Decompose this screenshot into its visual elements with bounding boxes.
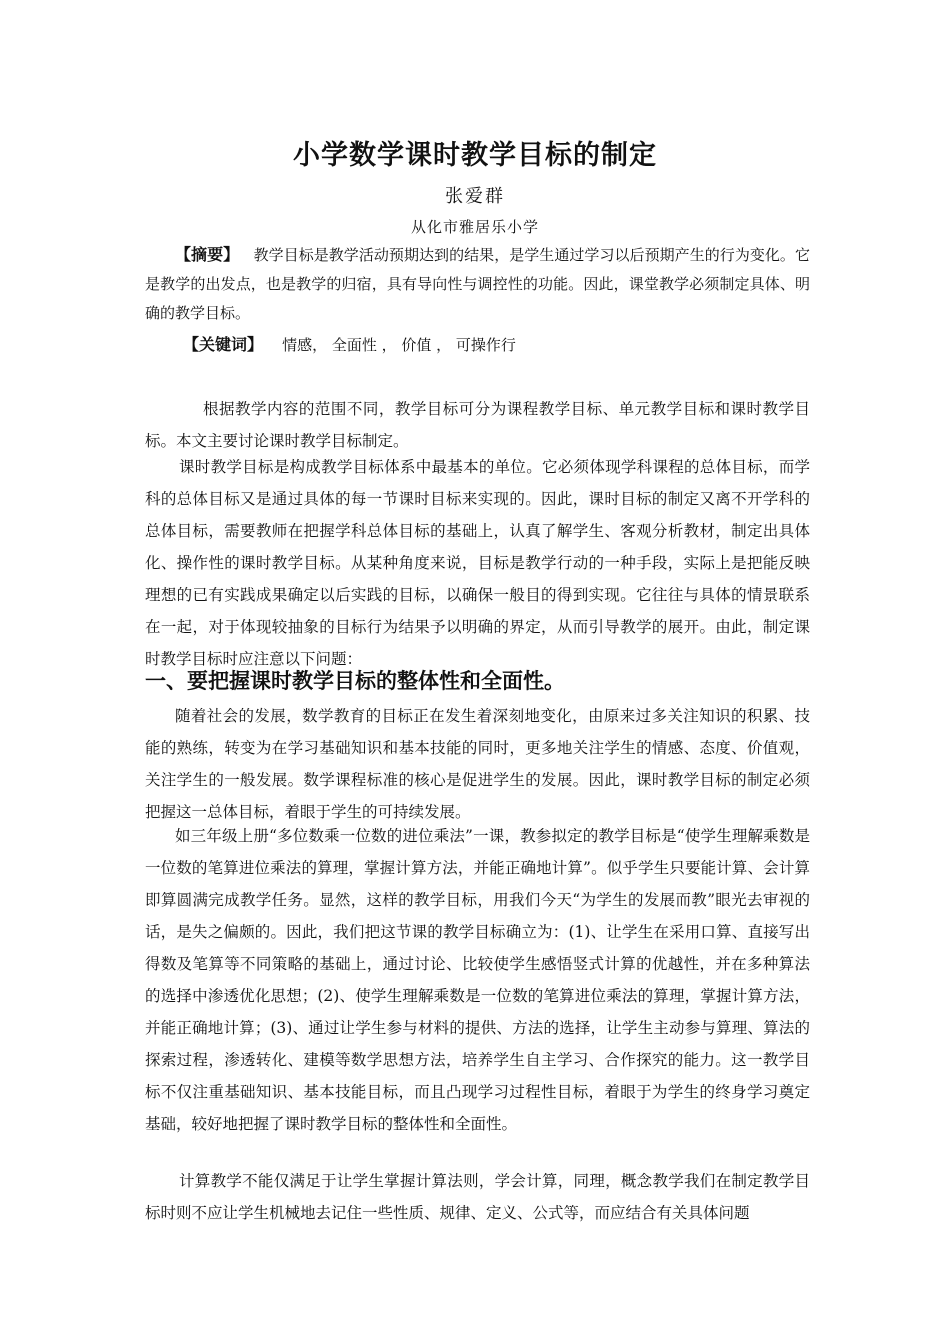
- document-title: 小学数学课时教学目标的制定: [293, 140, 657, 171]
- author-affiliation: 从化市雅居乐小学: [410, 218, 539, 236]
- body-paragraph-3: 随着社会的发展，数学教育的目标正在发生着深刻地变化，由原来过多关注知识的积累、技能的熟练，转变为在学习基础知识和基本技能的同时，更多地关注学生的情感、态度、价值观，关注学生的一般发展。数学课程标准的核心是促进学生的发展。因此，课时教学目标的制定必须把握这一总体目标，着眼于学生的可持续发展。: [145, 707, 810, 821]
- keywords-label: 【关键词】: [183, 335, 264, 354]
- abstract: [145, 240, 810, 328]
- body-paragraph-2: 课时教学目标是构成教学目标体系中最基本的单位。它必须体现学科课程的总体目标，而学科的总体目标又是通过具体的每一节课时目标来实现的。因此，课时目标的制定又离不开学科的总体目标，需要教师在把握学科总体目标的基础上，认真了解学生、客观分析教材，制定出具体化、操作性的课时教学目标。从某种角度来说，目标是教学行动的一种手段，实际上是把能反映理想的已有实践成果确定以后实践的目标，以确保一般目的得到实现。它往往与具体的情景联系在一起，对于体现较抽象的目标行为结果予以明确的界定，从而引导教学的展开。由此，制定课时教学目标时应注意以下问题：: [145, 458, 810, 668]
- abstract-label: 【摘要】: [175, 245, 240, 264]
- body-paragraph-4: 如三年级上册“多位数乘一位数的进位乘法”一课，教参拟定的教学目标是“使学生理解乘数是一位数的笔算进位乘法的算理，掌握计算方法，并能正确地计算”。似乎学生只要能计算、会计算即算圆满完成教学任务。显然，这样的教学目标，用我们今天“为学生的发展而教”眼光去审视的话，是失之偏颇的。因此，我们把这节课的教学目标确立为：(1)、让学生在采用口算、直接写出得数及笔算等不同策略的基础上，通过讨论、比较使学生感悟竖式计算的优越性，并在多种算法的选择中渗透优化思想；(2)、使学生理解乘数是一位数的笔算进位乘法的算理，掌握计算方法，并能正确地计算；(3)、通过让学生参与材料的提供、方法的选择，让学生主动参与算理、算法的探索过程，渗透转化、建模等数学思想方法，培养学生自主学习、合作探究的能力。这一教学目标不仅注重基础知识、基本技能目标，而且凸现学习过程性目标，着眼于为学生的终身学习奠定基础，较好地把握了课时教学目标的整体性和全面性。: [145, 827, 810, 1133]
- keywords: [145, 330, 810, 360]
- section-heading-1: 一、要把握课时教学目标的整体性和全面性。: [145, 669, 565, 693]
- author-name: 张爱群: [445, 186, 505, 207]
- abstract-text: 教学目标是教学活动预期达到的结果，是学生通过学习以后预期产生的行为变化。它是教学的出发点，也是教学的归宿，具有导向性与调控性的功能。因此，课堂教学必须制定具体、明确的教学目标。: [145, 246, 810, 322]
- keywords-text: 情感， 全面性 ， 价值 ， 可操作行: [282, 336, 516, 354]
- body-paragraph-1: 根据教学内容的范围不同，教学目标可分为课程教学目标、单元教学目标和课时教学目标。本文主要讨论课时教学目标制定。: [145, 400, 810, 450]
- body-paragraph-5: 计算教学不能仅满足于让学生掌握计算法则，学会计算，同理，概念教学我们在制定教学目标时则不应让学生机械地去记住一些性质、规律、定义、公式等，而应结合有关具体问题: [145, 1172, 810, 1222]
